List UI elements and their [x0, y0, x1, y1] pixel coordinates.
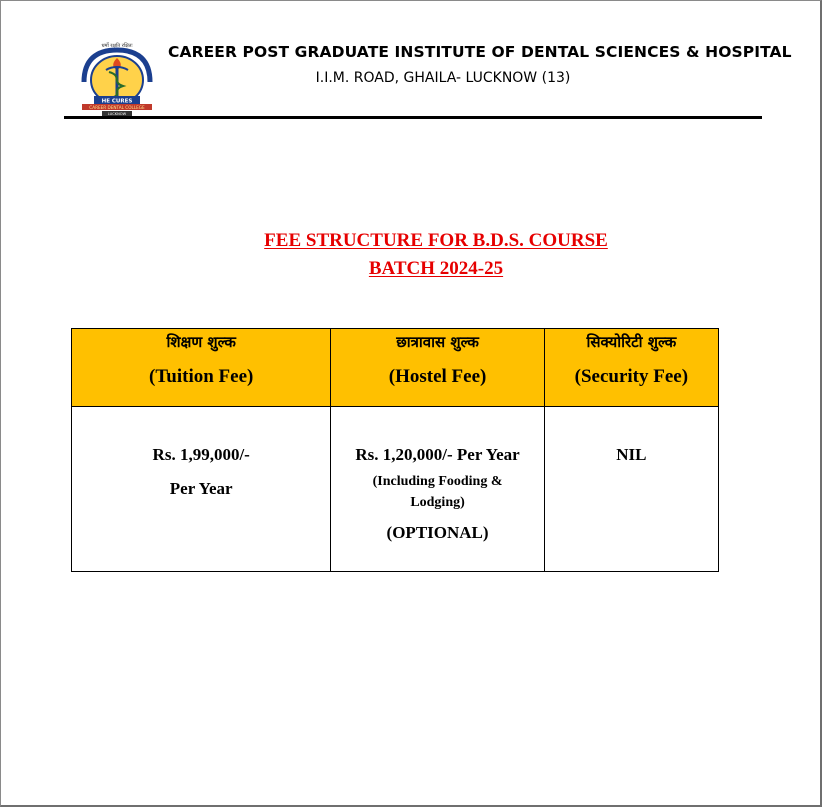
svg-text:धर्मो रक्षति रक्षितः: धर्मो रक्षति रक्षितः [101, 43, 133, 49]
tuition-fee-cell [72, 407, 331, 572]
fee-structure-title: FEE STRUCTURE FOR B.D.S. COURSE [264, 230, 608, 251]
table-row [72, 407, 719, 572]
header-divider [64, 116, 762, 119]
security-fee-hindi: सिक्योरिटी शुल्क [586, 333, 677, 351]
hostel-fee-hindi: छात्रावास शुल्क [396, 333, 479, 351]
tuition-fee-english: (Tuition Fee) [149, 366, 254, 387]
hostel-fee-english: (Hostel Fee) [388, 366, 487, 387]
table-header-row [72, 329, 719, 407]
svg-text:HE CURES: HE CURES [101, 98, 133, 105]
svg-text:LUCKNOW: LUCKNOW [107, 112, 127, 116]
tuition-fee-hindi: शिक्षण शुल्क [166, 333, 236, 351]
tuition-fee-period: Per Year [169, 479, 233, 498]
security-fee-header [544, 329, 718, 407]
security-fee-cell [544, 407, 718, 572]
institute-name: CAREER POST GRADUATE INSTITUTE OF DENTAL SCIENCES & HOSPITAL [168, 43, 792, 61]
batch-title: BATCH 2024-25 [368, 258, 504, 279]
institute-address: I.I.M. ROAD, GHAILA- LUCKNOW (13) [315, 70, 571, 86]
hostel-fee-note: (Including Fooding & Lodging) [372, 474, 503, 510]
hostel-fee-optional: (OPTIONAL) [386, 523, 489, 542]
tuition-fee-amount: Rs. 1,99,000/- [152, 445, 250, 464]
hostel-fee-amount: Rs. 1,20,000/- Per Year [355, 445, 520, 464]
svg-text:CAREER DENTAL COLLEGE: CAREER DENTAL COLLEGE [89, 104, 145, 110]
security-fee-english: (Security Fee) [574, 366, 689, 387]
hostel-fee-cell [331, 407, 544, 572]
tuition-fee-header [72, 329, 331, 407]
security-fee-amount: NIL [616, 445, 647, 464]
hostel-fee-header [331, 329, 544, 407]
fee-table [71, 328, 719, 572]
institute-logo [76, 40, 158, 118]
